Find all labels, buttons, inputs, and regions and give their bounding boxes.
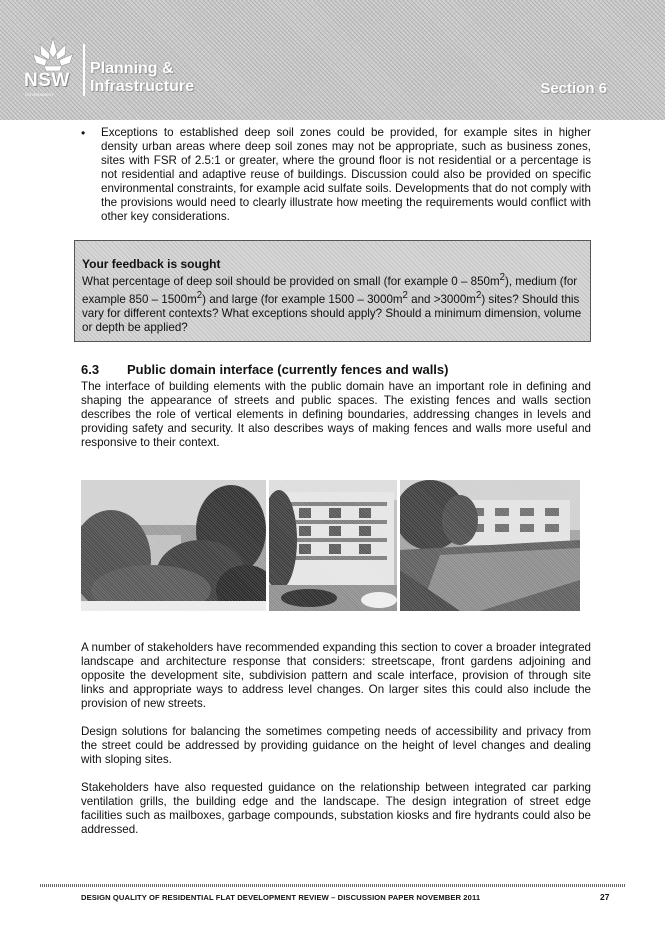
page-number: 27 — [600, 892, 610, 902]
page-header — [0, 0, 665, 120]
list-item — [81, 126, 591, 224]
section-title: Public domain interface (currently fences and walls) — [127, 362, 449, 377]
feedback-box — [74, 240, 591, 342]
superscript-2: 2 — [196, 289, 203, 301]
bullet-text: Exceptions to established deep soil zones could be provided, for example sites in higher density urban areas where deep soil zones may not be appropriate, such as business zones, sites with FSR of 2.5:1 or greater, where the ground floor is not residential or a percentage is not residential and adaptive reuse of buildings. Discussion could also be provided on specific environmental constraints, for example acid sulfate soils. Developments that do not comply with the provisions would need to clearly illustrate how meeting the requirements would conflict with other key considerations. — [101, 126, 591, 223]
question-part-3: ) and large (for example 1500 – 3000m — [202, 292, 403, 306]
agency-line-2: Infrastructure — [90, 78, 195, 95]
section-intro: The interface of building elements with the public domain have an important role in defining and shaping the appearance of streets and public spaces. The existing fences and walls section describes the role of vertical elements in defining boundaries, addressing changes in levels and providing safety and security. It also describes ways of making fences and walls more useful and responsive to their context. — [81, 380, 591, 449]
agency-name — [90, 60, 194, 96]
section-number: 6.3 — [81, 362, 100, 377]
question-part-4: and >3000m — [407, 292, 476, 306]
superscript-2: 2 — [499, 272, 505, 283]
paragraph: A number of stakeholders have recommended expanding this section to cover a broader integrated landscape and architecture response that considers: streetscape, front gardens adjoining and opposite the development site, subdivision pattern and scale interface, provision of through site links and appropriate ways to address level changes. On larger sites this could also include the provision of new streets. — [81, 641, 591, 710]
photo-garden-trees — [81, 480, 266, 611]
body-text — [81, 641, 591, 851]
nsw-logo — [24, 36, 84, 98]
photo-apartment-building — [269, 480, 397, 611]
feedback-question — [82, 271, 584, 335]
bullet-list — [81, 126, 591, 224]
photo-street-frontage — [400, 480, 580, 611]
paragraph: Design solutions for balancing the sometimes competing needs of accessibility and privacy from the street could be addressed by providing guidance on the height of level changes and dealing with sloping sites. — [81, 725, 591, 766]
footer-title: DESIGN QUALITY OF RESIDENTIAL FLAT DEVELOPMENT REVIEW – DISCUSSION PAPER NOVEMBER 2011 — [81, 893, 481, 902]
paragraph: Stakeholders have also requested guidance on the relationship between integrated car parking ventilation grills, the building edge and the landscape. The design integration of street edge facilities such as mailboxes, garbage compounds, substation kiosks and fire hydrants could also be addressed. — [81, 781, 591, 836]
superscript-2: 2 — [475, 289, 482, 301]
feedback-heading: Your feedback is sought — [82, 257, 221, 271]
logo-text: NSW — [24, 70, 70, 91]
question-part-1: What percentage of deep soil should be provided on small (for example 0 – 850m — [82, 274, 500, 288]
superscript-2: 2 — [402, 289, 408, 301]
logo-subtext: GOVERNMENT — [25, 92, 54, 97]
logo-divider — [83, 44, 85, 96]
question-part-2: ), medium (for example 850 – 1500m — [82, 274, 578, 306]
agency-line-1: Planning & — [90, 60, 174, 77]
footer-divider — [40, 884, 625, 887]
section-heading — [81, 362, 448, 378]
question-part-5: ) sites? Should this vary for different contexts? What exceptions should apply? Should a minimum dimension, volume or depth be applied? — [82, 292, 582, 334]
waratah-icon — [30, 36, 76, 72]
section-label: Section 6 — [540, 80, 607, 97]
bullet-icon: • — [81, 126, 86, 140]
